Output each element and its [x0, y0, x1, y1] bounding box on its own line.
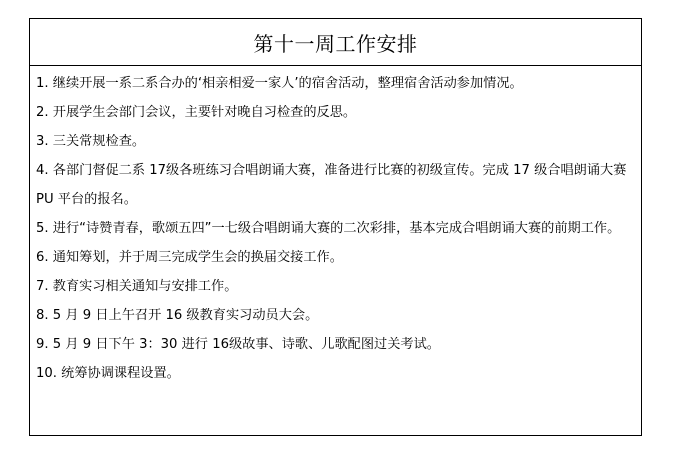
- schedule-table: [29, 18, 642, 436]
- task-item-3: 3. 三关常规检查。: [36, 134, 146, 149]
- task-item-9: 9. 5 月 9 日下午 3：30 进行 16级故事、诗歌、儿歌配图过关考试。: [36, 337, 440, 352]
- task-list: [30, 66, 641, 388]
- page-title: 第十一周工作安排: [253, 31, 418, 56]
- task-item-5: 5. 进行“诗赞青春，歌颂五四”一七级合唱朗诵大赛的二次彩排，基本完成合唱朗诵大赛的前期工作。: [36, 221, 621, 236]
- task-item-4: 4. 各部门督促二系 17级各班练习合唱朗诵大赛，准备进行比赛的初级宣传。完成 17 级合唱朗诵大赛 PU 平台的报名。: [36, 163, 627, 207]
- task-item-8: 8. 5 月 9 日上午召开 16 级教育实习动员大会。: [36, 308, 319, 323]
- task-item-2: 2. 开展学生会部门会议，主要针对晚自习检查的反思。: [36, 105, 357, 120]
- task-item-1: 1. 继续开展一系二系合办的‘相亲相爱一家人’的宿舍活动，整理宿舍活动参加情况。: [36, 76, 523, 91]
- task-item-10: 10. 统筹协调课程设置。: [36, 366, 180, 381]
- task-item-6: 6. 通知筹划，并于周三完成学生会的换届交接工作。: [36, 250, 343, 265]
- task-item-7: 7. 教育实习相关通知与安排工作。: [36, 279, 238, 294]
- table-title-cell: [30, 19, 641, 66]
